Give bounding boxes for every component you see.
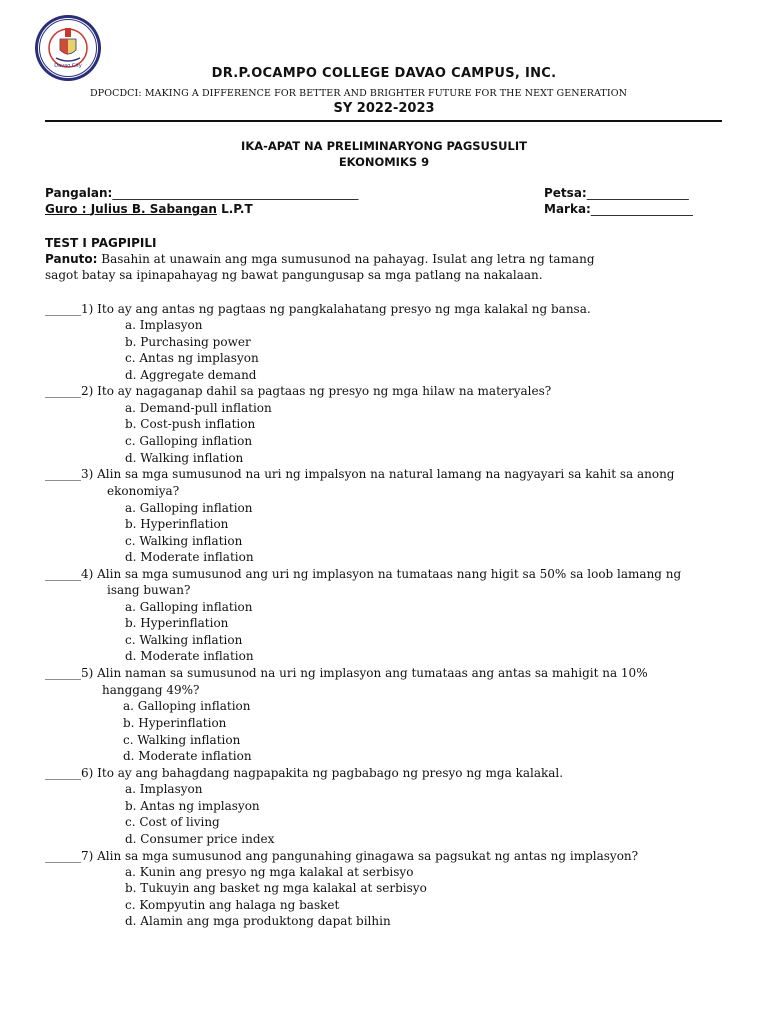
q7-choice-a: a. Kunin ang presyo ng mga kalakal at serbisyo: [125, 865, 414, 879]
name-line: _________________________________________: [112, 186, 359, 200]
q2-choice-b: b. Cost-push inflation: [125, 417, 256, 431]
q3-choice-c: c. Walking inflation: [125, 534, 243, 548]
question-4: ______4) Alin sa mga sumusunod ang uri ng implasyon na tumataas nang higit sa 50% sa loob lamang ng: [45, 567, 682, 581]
q3-choice-d: d. Moderate inflation: [125, 550, 254, 564]
date-field: [544, 186, 689, 200]
q4-choice-d: d. Moderate inflation: [125, 649, 254, 663]
question-4-continued: isang buwan?: [107, 583, 191, 597]
teacher-label: Guro :: [45, 202, 91, 216]
question-5-continued: hanggang 49%?: [102, 683, 200, 697]
q7-choice-d: d. Alamin ang mga produktong dapat bilhin: [125, 914, 391, 928]
q5-choice-b: b. Hyperinflation: [123, 716, 227, 730]
q6-choice-c: c. Cost of living: [125, 815, 220, 829]
date-label: Petsa:: [544, 186, 587, 200]
exam-subject: EKONOMIKS 9: [338, 155, 430, 169]
teacher-field: [45, 202, 253, 216]
school-motto: DPOCDCI: MAKING A DIFFERENCE FOR BETTER AND BRIGHTER FUTURE FOR THE NEXT GENERATION: [90, 88, 628, 99]
exam-title: IKA-APAT NA PRELIMINARYONG PAGSUSULIT: [241, 139, 527, 153]
score-label: Marka:: [544, 202, 591, 216]
school-year: SY 2022-2023: [333, 101, 435, 116]
date-line: _________________: [586, 186, 689, 200]
question-3: ______3) Alin sa mga sumusunod na uri ng impalsyon na natural lamang na nagyayari sa kahit sa anong: [45, 467, 675, 481]
test-heading: TEST I PAGPIPILI: [45, 236, 157, 250]
name-field: [45, 186, 358, 200]
instructions: [45, 252, 595, 266]
question-2: ______2) Ito ay nagaganap dahil sa pagtaas ng presyo ng mga hilaw na materyales?: [45, 384, 552, 398]
teacher-name: Julius B. Sabangan: [90, 202, 217, 216]
score-line: _________________: [590, 202, 693, 216]
question-6: ______6) Ito ay ang bahagdang nagpapakita ng pagbabago ng presyo ng mga kalakal.: [45, 766, 564, 780]
instruction-line-1: Basahin at unawain ang mga sumusunod na pahayag. Isulat ang letra ng tamang: [97, 252, 595, 266]
q2-choice-d: d. Walking inflation: [125, 451, 244, 465]
q5-choice-a: a. Galloping inflation: [123, 699, 251, 713]
question-7: ______7) Alin sa mga sumusunod ang pangunahing ginagawa sa pagsukat ng antas ng implasyon?: [45, 849, 639, 863]
q6-choice-b: b. Antas ng implasyon: [125, 799, 260, 813]
q3-choice-a: a. Galloping inflation: [125, 501, 253, 515]
q4-choice-b: b. Hyperinflation: [125, 616, 229, 630]
q7-choice-c: c. Kompyutin ang halaga ng basket: [125, 898, 340, 912]
q3-choice-b: b. Hyperinflation: [125, 517, 229, 531]
name-label: Pangalan:: [45, 186, 113, 200]
q2-choice-c: c. Galloping inflation: [125, 434, 253, 448]
score-field: [544, 202, 693, 216]
instruction-label: Panuto:: [45, 252, 98, 266]
q6-choice-a: a. Implasyon: [125, 782, 203, 796]
q1-choice-c: c. Antas ng implasyon: [125, 351, 259, 365]
question-1: ______1) Ito ay ang antas ng pagtaas ng pangkalahatang presyo ng mga kalakal ng bansa.: [45, 302, 591, 316]
q7-choice-b: b. Tukuyin ang basket ng mga kalakal at serbisyo: [125, 881, 427, 895]
q1-choice-a: a. Implasyon: [125, 318, 203, 332]
q5-choice-c: c. Walking inflation: [123, 733, 241, 747]
header-divider: [45, 120, 722, 122]
q1-choice-b: b. Purchasing power: [125, 335, 251, 349]
q2-choice-a: a. Demand-pull inflation: [125, 401, 272, 415]
q6-choice-d: d. Consumer price index: [125, 832, 275, 846]
q1-choice-d: d. Aggregate demand: [125, 368, 257, 382]
question-5: ______5) Alin naman sa sumusunod na uri ng implasyon ang tumataas ang antas sa mahigit na 10%: [45, 666, 648, 680]
teacher-suffix: L.P.T: [216, 202, 253, 216]
question-3-continued: ekonomiya?: [107, 484, 180, 498]
school-name: DR.P.OCAMPO COLLEGE DAVAO CAMPUS, INC.: [211, 66, 557, 81]
svg-text:Davao City: Davao City: [54, 63, 82, 69]
instruction-line-2: sagot batay sa ipinapahayag ng bawat pangungusap sa mga patlang na nakalaan.: [45, 268, 543, 282]
q4-choice-c: c. Walking inflation: [125, 633, 243, 647]
q5-choice-d: d. Moderate inflation: [123, 749, 252, 763]
q4-choice-a: a. Galloping inflation: [125, 600, 253, 614]
